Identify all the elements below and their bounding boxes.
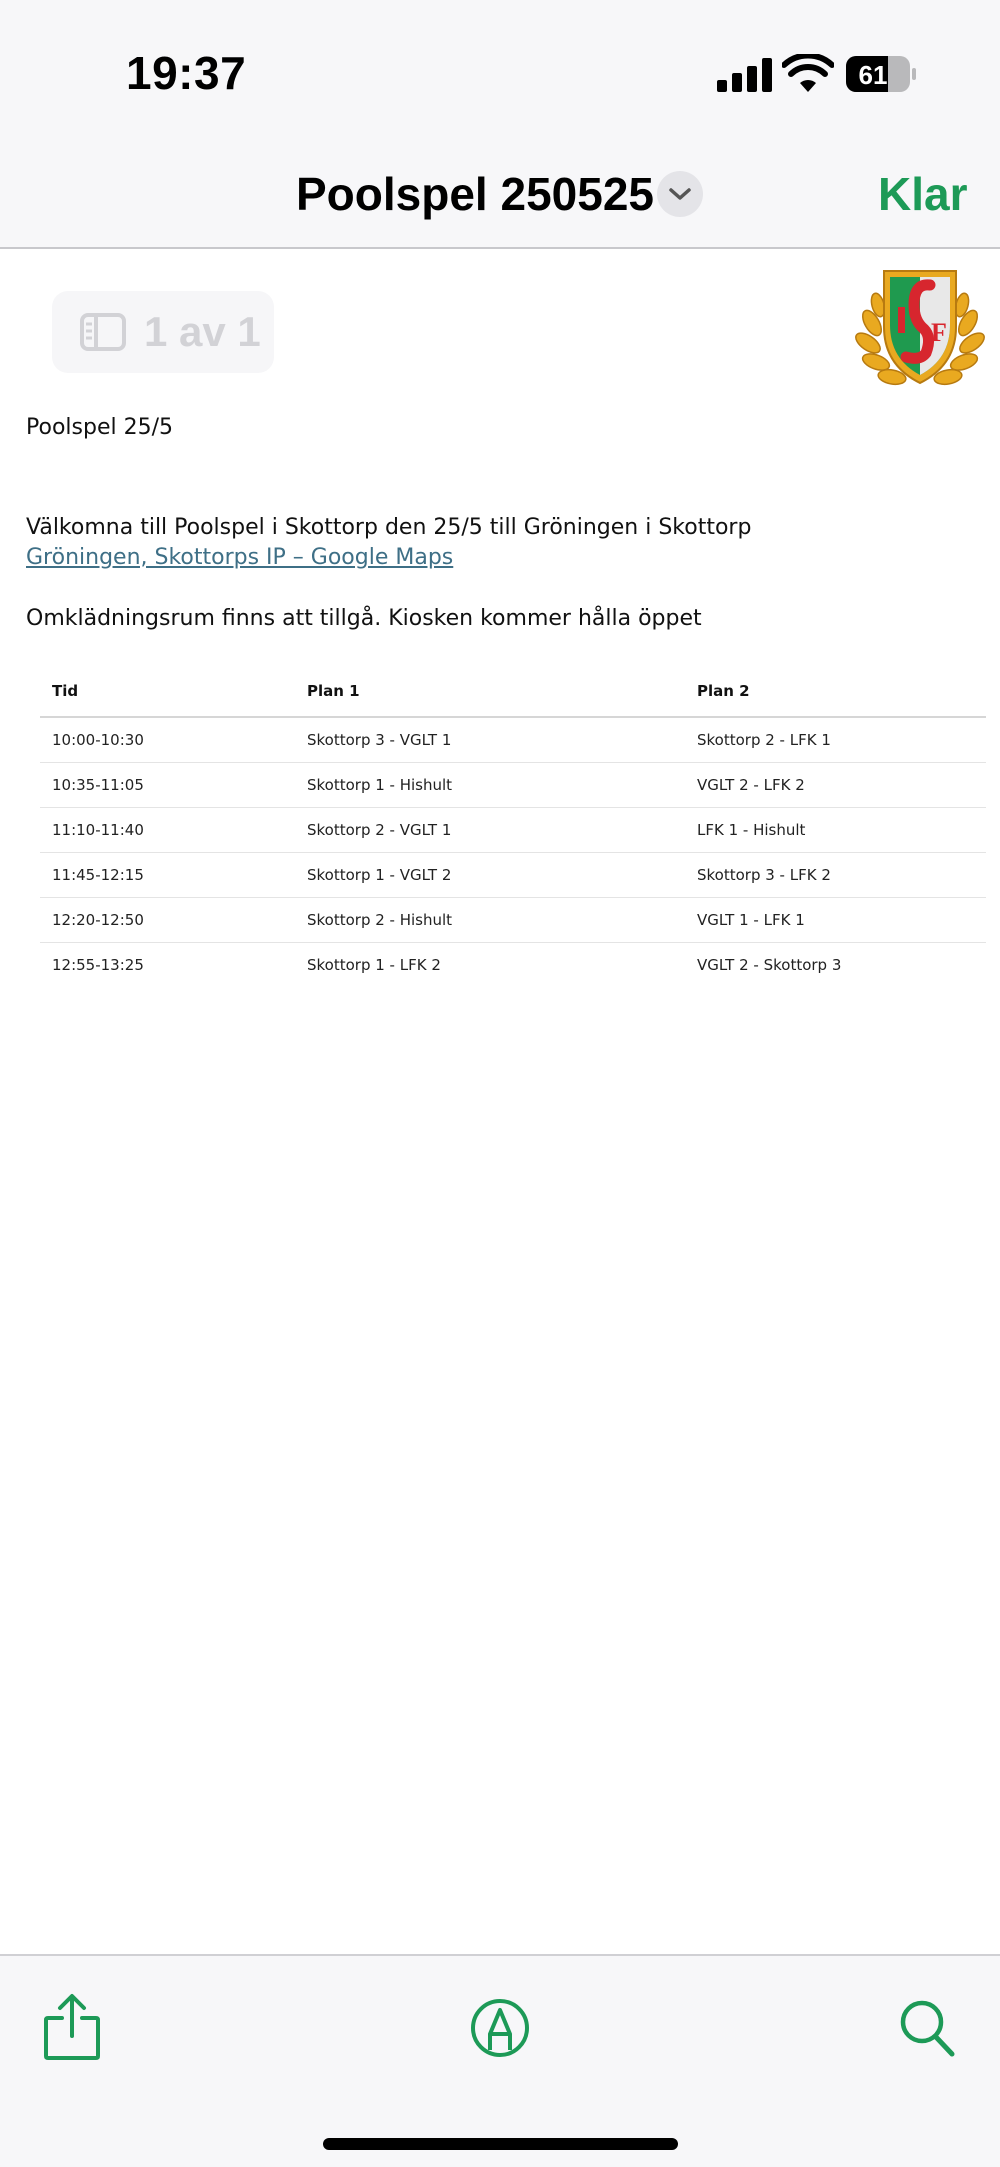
table-cell-plan-2: Skottorp 2 - LFK 1 [685,717,986,762]
table-cell-time: 10:00-10:30 [40,717,295,762]
bottom-toolbar [0,1954,1000,2167]
table-row [40,807,986,852]
table-row [40,897,986,942]
table-header-row [40,665,986,717]
table-cell-plan-1: Skottorp 2 - Hishult [295,897,685,942]
info-text: Omklädningsrum finns att tillgå. Kiosken kommer hålla öppet [26,606,702,631]
document-title[interactable]: Poolspel 250525 [296,168,654,220]
document-view[interactable] [0,251,1000,1954]
table-row [40,942,986,987]
table-cell-plan-2: LFK 1 - Hishult [685,807,986,852]
search-icon[interactable] [896,1992,960,2062]
navigation-bar [0,145,1000,249]
schedule-table [40,665,986,987]
table-cell-time: 10:35-11:05 [40,762,295,807]
column-header-plan-2: Plan 2 [685,665,986,717]
home-indicator[interactable] [323,2138,678,2150]
title-menu-button[interactable] [657,171,703,217]
markup-icon[interactable] [468,1992,532,2062]
status-bar [0,0,1000,145]
chevron-down-icon [668,186,692,202]
done-button[interactable]: Klar [878,168,968,220]
table-cell-time: 12:20-12:50 [40,897,295,942]
club-logo [854,265,986,393]
table-cell-plan-1: Skottorp 3 - VGLT 1 [295,717,685,762]
google-maps-link[interactable]: Gröningen, Skottorps IP – Google Maps [26,545,454,570]
battery-level: 61 [858,60,888,90]
table-cell-time: 12:55-13:25 [52,955,144,974]
column-header-time: Tid [40,665,295,717]
table-cell-plan-1: Skottorp 1 - LFK 2 [307,955,441,974]
table-cell-time: 11:10-11:40 [40,807,295,852]
document-heading: Poolspel 25/5 [26,415,173,440]
svg-text:F: F [931,318,947,347]
table-cell-plan-2: Skottorp 3 - LFK 2 [685,852,986,897]
page-indicator-label: 1 av 1 [144,308,261,355]
column-header-plan-1: Plan 1 [295,665,685,717]
table-cell-plan-2: VGLT 2 - LFK 2 [685,762,986,807]
wifi-icon [782,54,834,92]
table-row [40,717,986,762]
page-indicator[interactable] [52,291,274,373]
table-cell-plan-1: Skottorp 2 - VGLT 1 [295,807,685,852]
table-row [40,852,986,897]
cellular-signal-icon [717,58,773,92]
sidebar-icon [80,313,126,351]
table-row [40,762,986,807]
table-cell-plan-2: VGLT 1 - LFK 1 [685,897,986,942]
welcome-text: Välkomna till Poolspel i Skottorp den 25/5 till Gröningen i Skottorp [26,515,752,540]
battery-icon [846,56,916,92]
share-icon[interactable] [40,1992,104,2062]
table-cell-plan-1: Skottorp 1 - Hishult [295,762,685,807]
table-cell-plan-1: Skottorp 1 - VGLT 2 [295,852,685,897]
status-time: 19:37 [126,47,247,99]
table-cell-plan-2: VGLT 2 - Skottorp 3 [697,955,842,974]
table-cell-time: 11:45-12:15 [40,852,295,897]
